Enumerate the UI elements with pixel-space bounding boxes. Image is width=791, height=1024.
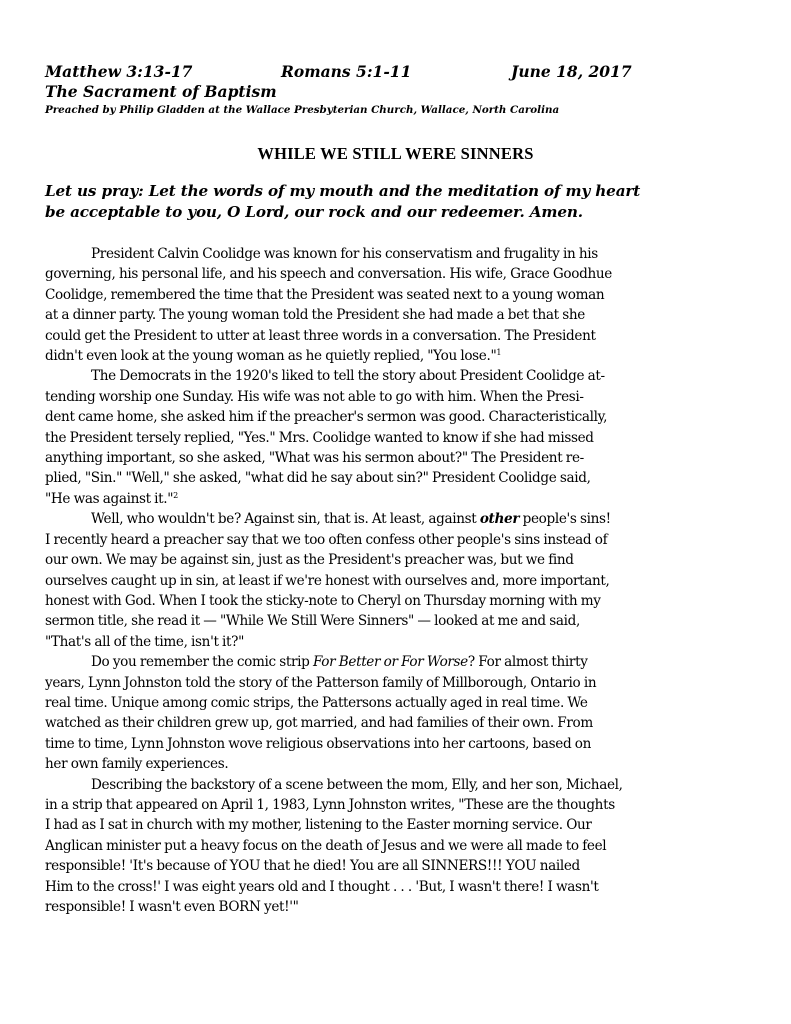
body-line: could get the President to utter at least three words in a conversation. The President — [45, 327, 596, 344]
body-text: ? For almost thirty — [467, 654, 588, 671]
sermon-body — [45, 244, 755, 917]
body-line: watched as their children grew up, got married, and had families of their own. From — [45, 715, 593, 732]
body-line: Anglican minister put a heavy focus on the death of Jesus and we were all made to feel — [45, 837, 607, 854]
body-line: our own. We may be against sin, just as the President's preacher was, but we find — [45, 552, 574, 569]
body-line: her own family experiences. — [45, 756, 229, 773]
footnote-marker-1: 1 — [496, 348, 502, 358]
body-line: I recently heard a preacher say that we too often confess other people's sins instead of — [45, 531, 608, 548]
body-line: years, Lynn Johnston told the story of the Patterson family of Millborough, Ontario in — [45, 674, 597, 691]
body-line: tending worship one Sunday. His wife was not able to go with him. When the Presi- — [45, 388, 584, 405]
body-line: real time. Unique among comic strips, the Pattersons actually aged in real time. We — [45, 694, 588, 711]
body-line: in a strip that appeared on April 1, 1983, Lynn Johnston writes, "These are the thoughts — [45, 796, 615, 813]
body-line: honest with God. When I took the sticky-note to Cheryl on Thursday morning with my — [45, 592, 601, 609]
body-line: anything important, so she asked, "What was his sermon about?" The President re- — [45, 450, 584, 467]
body-line: ourselves caught up in sin, at least if we're honest with ourselves and, more important, — [45, 572, 610, 589]
prayer-line: be acceptable to you, O Lord, our rock and our redeemer. Amen. — [45, 203, 583, 221]
prayer-line: Let us pray: Let the words of my mouth and the meditation of my heart — [45, 182, 641, 200]
body-text: Do you remember the comic strip — [91, 654, 313, 671]
body-line: Coolidge, remembered the time that the President was seated next to a young woman — [45, 286, 605, 303]
body-text: didn't even look at the young woman as he quietly replied, "You lose." — [45, 348, 497, 365]
comic-strip-title: For Better or For Worse — [312, 654, 468, 671]
footnote-marker-2: 2 — [173, 490, 178, 500]
body-text: Well, who wouldn't be? Against sin, that is. At least, against — [91, 511, 480, 528]
body-line: "That's all of the time, isn't it?" — [45, 633, 245, 650]
body-line: Him to the cross!' I was eight years old and I thought . . . 'But, I wasn't there! I wasn't — [45, 878, 599, 895]
scripture-reference-1: Matthew 3:13-17 — [45, 62, 193, 81]
scripture-date-line — [45, 62, 745, 82]
emphasized-word: other — [479, 511, 520, 528]
body-line: at a dinner party. The young woman told the President she had made a bet that she — [45, 307, 585, 324]
opening-prayer — [45, 181, 745, 223]
body-line: responsible! I wasn't even BORN yet!'" — [45, 899, 299, 915]
body-line: dent came home, she asked him if the preacher's sermon was good. Characteristically, — [45, 409, 608, 426]
occasion-heading: The Sacrament of Baptism — [45, 82, 277, 101]
sermon-title: WHILE WE STILL WERE SINNERS — [257, 144, 534, 163]
scripture-reference-2: Romans 5:1-11 — [281, 62, 412, 81]
body-line — [45, 652, 755, 672]
body-line: time to time, Lynn Johnston wove religious observations into her cartoons, based on — [45, 735, 592, 752]
body-text: people's sins! — [519, 511, 611, 528]
body-line — [45, 346, 755, 366]
body-line — [45, 489, 755, 509]
body-line: plied, "Sin." "Well," she asked, "what did he say about sin?" President Coolidge said, — [45, 470, 591, 487]
preached-by-line: Preached by Philip Gladden at the Wallace Presbyterian Church, Wallace, North Carolina — [45, 104, 560, 116]
body-text: "He was against it." — [45, 490, 174, 507]
body-line: Describing the backstory of a scene between the mom, Elly, and her son, Michael, — [91, 776, 623, 793]
body-line: sermon title, she read it — "While We Still Were Sinners" — looked at me and said, — [45, 613, 580, 630]
body-line: President Calvin Coolidge was known for his conservatism and frugality in his — [91, 246, 598, 262]
body-line: I had as I sat in church with my mother, listening to the Easter morning service. Our — [45, 817, 592, 834]
body-line: responsible! 'It's because of YOU that he died! You are all SINNERS!!! YOU nailed — [45, 858, 580, 875]
body-line: the President tersely replied, "Yes." Mrs. Coolidge wanted to know if she had missed — [45, 429, 594, 446]
body-line: governing, his personal life, and his speech and conversation. His wife, Grace Goodhue — [45, 266, 612, 283]
body-line: The Democrats in the 1920's liked to tell the story about President Coolidge at- — [91, 368, 605, 385]
body-line — [45, 509, 755, 529]
sermon-date: June 18, 2017 — [511, 62, 632, 81]
